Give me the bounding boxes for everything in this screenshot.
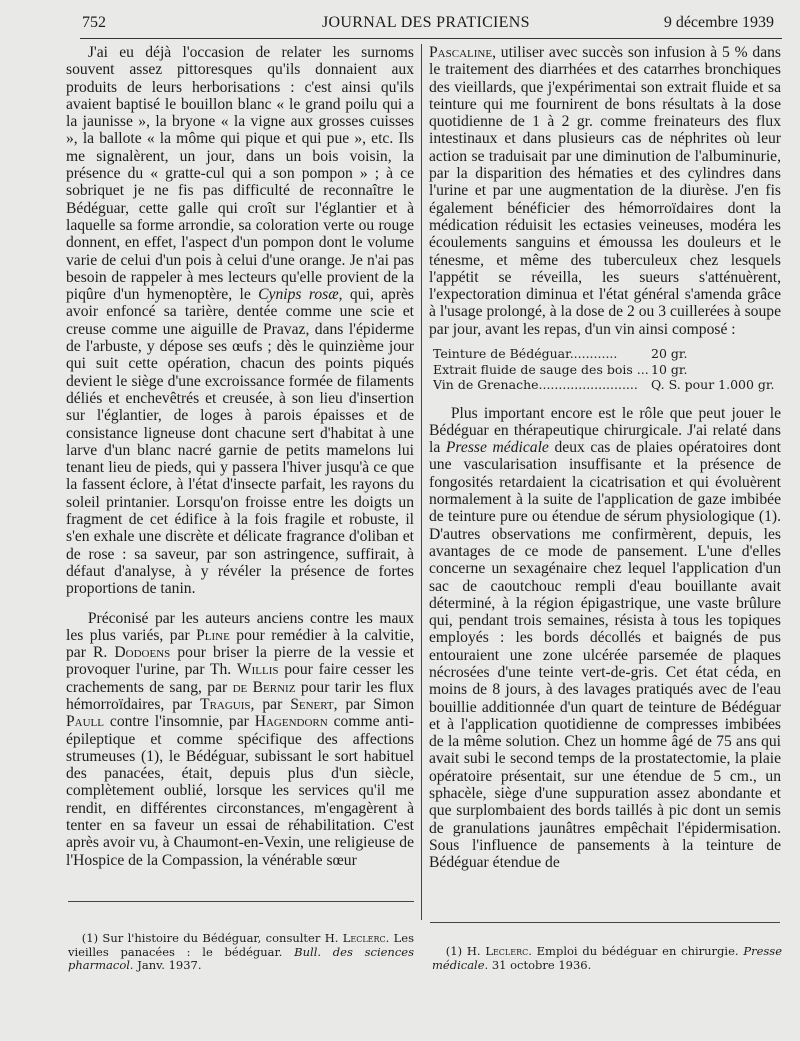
author-name: Hagendorn xyxy=(254,713,328,731)
author-name: Pline xyxy=(196,626,230,644)
issue-date: 9 décembre 1939 xyxy=(663,14,774,31)
species-name: Cynips rosæ xyxy=(258,286,339,304)
author-name: Paull xyxy=(66,713,104,731)
author-name: Leclerc xyxy=(342,931,386,945)
footnote-right: (1) H. Leclerc. Emploi du bédéguar en chirurgie. Presse médicale. 31 octobre 1936. xyxy=(432,944,782,972)
journal-reference: Presse médicale xyxy=(432,944,782,972)
author-name: Senert xyxy=(290,695,334,713)
journal-reference: Presse médicale xyxy=(445,439,549,457)
header-rule xyxy=(80,38,782,39)
column-divider xyxy=(421,44,422,920)
footnote-left: (1) Sur l'histoire du Bédéguar, consulter H. Leclerc. Les vieilles panacées : le bédéguar. Bull. des sciences pharmacol. Janv. 1937. xyxy=(68,931,414,972)
author-name: Dodoens xyxy=(114,644,171,662)
author-name: Willis xyxy=(236,661,279,679)
paragraph-surnoms: J'ai eu déjà l'occasion de relater les surnoms souvent assez pittoresques qu'ils donnaient aux produits de leurs herborisations : c'est ainsi qu'ils avaient baptisé le bouillon blanc « le grand poilu qui a la jaunisse », la bryone « la vigne aux grosses cuisses », la ballote « la môme qui pique et qui pue », etc. Ils me signalèrent, un jour, dans un bois voisin, la présence du « gratte-cul qui a son pompon » ; à ce sobriquet je ne fis pas difficulté de reconnaître le Bédéguar, cette galle qui croît sur l'églantier et à laquelle sa forme arrondie, sa coloration verte ou rouge donnent, en effet, l'aspect d'un pompon dont le volume varie de celui d'un pois à celui d'une orange. Je n'ai pas besoin de rappeler à mes lecteurs qu'elle provient de la piqûre d'un hymenoptère, le Cynips rosæ, qui, après avoir enfoncé sa tarière, dentée comme une scie et creuse comme une aiguille de Pravaz, dans l'épiderme de l'arbuste, y dépose ses œufs ; dès le quinzième jour qui suit cette opération, chacun des points piqués devient le siège d'une excroissance formée de filaments déliés et enchevêtrés et creusée, à son lieu d'insertion sur l'églantier, de loges à parois épaisses et de consistance ligneuse dont chacune sert d'habitat à une larve d'un blanc nacré garnie de petits mamelons lui tenant lieu de pieds, qui y passera l'hiver jusqu'à ce que la fassent éclore, à l'état d'insecte parfait, les rayons du soleil printanier. Lorsqu'on froisse entre les doigts un fragment de cet édifice à la fois fragile et robuste, il s'en exhale une discrète et délicate fragrance d'oliban et de rose : sa saveur, par son astringence, suffirait, à défaut d'analyse, à y révéler la présence de fortes proportions de tanin. xyxy=(66,44,415,598)
person-name: Pascaline xyxy=(429,44,493,61)
formula-row: Extrait fluide de sauge des bois ... 10 gr. xyxy=(433,361,688,377)
paragraph-preconise: Préconisé par les auteurs anciens contre les maux les plus variés, par Pline pour remédier à la calvitie, par R. Dodoens pour briser la pierre de la vessie et provoquer l'urine, par Th. Willis pour faire cesser les crachements de sang, par de Berniz pour tarir les flux hémorroïdaires, par Traguis, par Senert, par Simon Paull contre l'insomnie, par Hagendorn comme anti-épileptique et comme spécifique des affections strumeuses (1), le Bédéguar, subissant le sort habituel des panacées, était, depuis plus d'un siècle, complètement oublié, lorsque les services qu'il me rendit, en différentes circonstances, m'engagèrent à tenter en sa faveur un essai de réhabilitation. C'est après avoir vu, à Chaumont-en-Vexin, une religieuse de l'Hospice de la Compassion, la vénérable sœur xyxy=(66,609,415,869)
formula-row: Teinture de Bédéguar............ 20 gr. xyxy=(433,346,688,362)
wine-formula xyxy=(433,346,781,393)
paragraph-chirurgie: Plus important encore est le rôle que peut jouer le Bédéguar en thérapeutique chirurgicale. J'ai relaté dans la Presse médicale deux cas de plaies opératoires dont une vascularisation insuffisante et la présence de fongosités retardaient la cicatrisation et qui évoluèrent normalement à la suite de l'application de gaze imbibée de teinture pure ou étendue de sérum physiologique (1). D'autres observations me confirmèrent, depuis, les avantages de ce mode de pansement. L'une d'elles concerne un sexagénaire chez lequel l'application d'un sac de caoutchouc rempli d'eau bouillante avait déterminé, à la région épigastrique, une vaste brûlure qui, pendant trois semaines, résista à tous les topiques employés : les bords décollés et baignés de pus entouraient une zone ulcérée parsemée de plaques nécrosées d'une teinte vert-de-gris. Cet état céda, en moins de 8 jours, à des lavages pratiqués avec de l'eau bouillie additionnée d'un quart de teinture de Bédéguar et à l'application quotidienne de compresses imbibées de la même solution. Chez un homme âgé de 75 ans qui avait subi le second temps de la prostatectomie, la plaie opératoire présentait, sur une étendue de 5 cm., un sphacèle, siège d'une suppuration assez abondante et que surplombaient des bords taillés à pic dont un semis de granulations jaunâtres empêchait l'épidermisation. Sous l'influence de pansements à la teinture de Bédéguar étendue de xyxy=(429,404,781,872)
page-number: 752 xyxy=(82,14,106,31)
author-name: de Berniz xyxy=(232,678,296,696)
journal-reference: Bull. des sciences pharmacol. xyxy=(68,944,414,972)
formula-row: Vin de Grenache......................... Q. S. pour 1.000 gr. xyxy=(433,377,775,393)
paragraph-pascaline: Pascaline, utiliser avec succès son infusion à 5 % dans le traitement des diarrhées et des catarrhes bronchiques des vieillards, que j'expérimentai son extrait fluide et sa teinture qui me fournirent de bons résultats à la dose quotidienne de 1 à 2 gr. comme freinateurs des flux intestinaux et dans plusieurs cas de néphrites où leur action se traduisait par une diminution de l'albuminurie, par la disparition des hématies et des cylindres dans l'urine et par une augmentation de la diurèse. J'en fis également bénéficier des hémorroïdaires dont la médication réduisit les ectasies veineuses, modéra les écoulements sanguins et émoussa les douleurs et le ténesme, et même des tuberculeux chez lesquels l'appétit se réveilla, les sueurs s'atténuèrent, l'expectoration diminua et l'état général s'amenda grâce à l'usage prolongé, à la dose de 2 ou 3 cuillerées à soupe par jour, avant les repas, d'un vin ainsi composé : xyxy=(429,44,781,338)
author-name: Traguis xyxy=(200,695,251,713)
author-name: Leclerc xyxy=(485,944,529,958)
footnote-rule xyxy=(68,901,414,902)
running-header xyxy=(82,14,780,36)
right-column xyxy=(429,44,781,872)
journal-title: JOURNAL DES PRATICIENS xyxy=(322,14,530,31)
footnote-rule xyxy=(430,922,780,923)
left-column xyxy=(66,44,414,869)
